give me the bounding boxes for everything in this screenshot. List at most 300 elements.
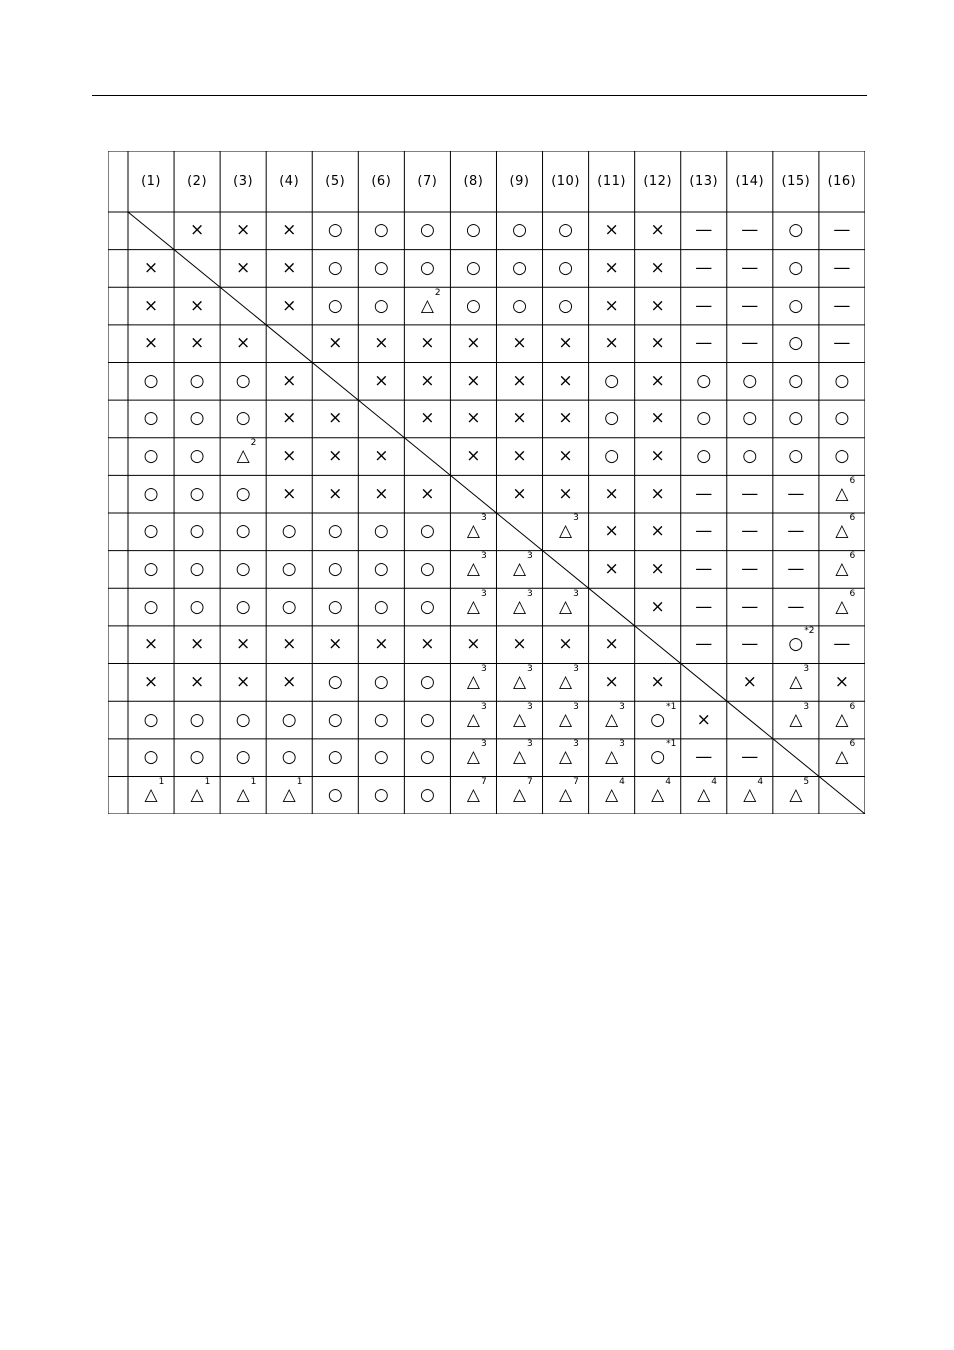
- circle-mark: ○: [788, 370, 804, 391]
- circle-mark: ○: [189, 709, 205, 730]
- table-cell: [496, 475, 542, 513]
- cross-mark: ×: [558, 408, 573, 429]
- table-cell: [358, 776, 404, 814]
- triangle-mark: △ 3: [789, 663, 810, 692]
- table-cell: [404, 701, 450, 739]
- table-cell: [589, 250, 635, 288]
- table-cell: [128, 363, 174, 401]
- table-cell: [450, 438, 496, 476]
- triangle-mark: △ 7: [512, 776, 533, 805]
- cross-mark: ×: [558, 370, 573, 391]
- table-cell: [266, 212, 312, 250]
- table-cell: [312, 287, 358, 325]
- cross-mark: ×: [236, 257, 251, 278]
- table-cell: [819, 438, 865, 476]
- table-cell: [266, 363, 312, 401]
- table-cell: [312, 212, 358, 250]
- table-cell: [128, 250, 174, 288]
- table-cell: [174, 739, 220, 777]
- table-cell: [681, 287, 727, 325]
- dash-mark: —: [787, 521, 805, 542]
- table-cell: [404, 664, 450, 702]
- circle-mark: ○: [189, 521, 205, 542]
- cross-mark: ×: [604, 220, 619, 241]
- circle-mark: ○: [558, 257, 573, 278]
- table-cell: [128, 664, 174, 702]
- table-cell: [220, 400, 266, 438]
- table-cell: [681, 438, 727, 476]
- table-cell: [450, 626, 496, 664]
- table-cell: [727, 513, 773, 551]
- table-cell: [589, 664, 635, 702]
- triangle-mark: △ 3: [605, 739, 625, 768]
- circle-mark: ○: [373, 558, 389, 579]
- table-cell: [635, 325, 681, 363]
- footnote-ref: 3: [527, 663, 533, 674]
- triangle-mark: △ 5: [789, 776, 810, 805]
- table-cell: [635, 438, 681, 476]
- circle-mark: ○: [373, 220, 389, 241]
- table-cell: [358, 475, 404, 513]
- cross-mark: ×: [282, 370, 297, 391]
- cross-mark: ×: [650, 408, 665, 429]
- cross-mark: ×: [189, 634, 205, 655]
- table-cell: [635, 551, 681, 589]
- table-cell: [543, 250, 589, 288]
- footnote-ref: 6: [849, 513, 856, 524]
- cross-mark: ×: [604, 521, 619, 542]
- circle-mark: ○: [834, 370, 850, 391]
- circle-mark: ○: [834, 408, 850, 429]
- table-cell: [727, 250, 773, 288]
- circle-mark: ○ *2: [788, 626, 815, 655]
- table-cell: [266, 701, 312, 739]
- table-cell: [358, 287, 404, 325]
- table-cell: [128, 475, 174, 513]
- compatibility-table: [108, 151, 865, 814]
- table-cell: [174, 287, 220, 325]
- table-cell: [266, 400, 312, 438]
- table-cell: [589, 363, 635, 401]
- circle-mark: ○: [373, 596, 389, 617]
- circle-mark: ○: [604, 408, 620, 429]
- cross-mark: ×: [143, 333, 159, 354]
- table-cell: [589, 400, 635, 438]
- triangle-mark: △ 7: [559, 776, 579, 805]
- table-cell: [496, 400, 542, 438]
- cross-mark: ×: [143, 634, 159, 655]
- table-cell: [220, 363, 266, 401]
- dash-mark: —: [833, 220, 851, 241]
- cross-mark: ×: [420, 408, 435, 429]
- table-cell: [404, 513, 450, 551]
- table-cell: [450, 551, 496, 589]
- table-cell: [773, 325, 819, 363]
- table-cell: [496, 588, 542, 626]
- table-cell: [496, 212, 542, 250]
- table-cell: [450, 212, 496, 250]
- table-cell: [773, 626, 819, 664]
- table-cell: [727, 363, 773, 401]
- cross-mark: ×: [512, 408, 527, 429]
- triangle-mark: △ 1: [144, 776, 165, 805]
- table-cell: [589, 513, 635, 551]
- dash-mark: —: [741, 521, 759, 542]
- table-cell: [404, 551, 450, 589]
- footnote-ref: 3: [573, 739, 579, 750]
- cross-mark: ×: [282, 220, 297, 241]
- column-header: (1): [141, 174, 161, 189]
- cross-mark: ×: [420, 333, 435, 354]
- cross-mark: ×: [512, 370, 527, 391]
- table-cell: [174, 400, 220, 438]
- circle-mark: ○: [419, 709, 435, 730]
- dash-mark: —: [695, 257, 713, 278]
- table-cell: [174, 475, 220, 513]
- cross-mark: ×: [650, 370, 665, 391]
- table-cell: [819, 739, 865, 777]
- table-cell: [543, 438, 589, 476]
- cross-mark: ×: [282, 446, 297, 467]
- footnote-ref: 4: [757, 776, 764, 787]
- table-cell: [773, 400, 819, 438]
- table-cell: [773, 664, 819, 702]
- circle-mark: ○: [281, 747, 297, 768]
- table-cell: [358, 739, 404, 777]
- cross-mark: ×: [328, 446, 343, 467]
- cross-mark: ×: [650, 558, 665, 579]
- column-header: (13): [689, 174, 719, 189]
- table-cell: [220, 588, 266, 626]
- table-cell: [819, 626, 865, 664]
- table-cell: [589, 438, 635, 476]
- footnote-ref: 3: [803, 663, 810, 674]
- cross-mark: ×: [466, 370, 481, 391]
- table-cell: [266, 739, 312, 777]
- table-cell: [312, 701, 358, 739]
- table-cell: [266, 438, 312, 476]
- triangle-mark: △ 1: [236, 776, 257, 805]
- table-cell: [174, 776, 220, 814]
- dash-mark: —: [695, 521, 713, 542]
- cross-mark: ×: [650, 596, 665, 617]
- footnote-ref: 3: [573, 588, 579, 599]
- footnote-ref: 3: [480, 701, 487, 712]
- footnote-ref: 6: [849, 739, 856, 750]
- table-cell: [496, 739, 542, 777]
- dash-mark: —: [787, 483, 805, 504]
- table-cell: [773, 513, 819, 551]
- circle-mark: ○: [327, 558, 343, 579]
- circle-mark: ○: [189, 747, 205, 768]
- table-cell: [681, 250, 727, 288]
- table-cell: [128, 325, 174, 363]
- table-cell: [773, 551, 819, 589]
- footnote-ref: *1: [666, 739, 677, 750]
- circle-mark: ○: [143, 709, 159, 730]
- circle-mark: ○ *1: [650, 701, 677, 730]
- circle-mark: ○: [466, 220, 481, 241]
- cross-mark: ×: [189, 671, 205, 692]
- table-cell: [404, 588, 450, 626]
- footnote-ref: 3: [480, 513, 487, 524]
- circle-mark: ○: [742, 446, 758, 467]
- cross-mark: ×: [650, 333, 665, 354]
- footnote-ref: 3: [573, 513, 579, 524]
- cross-mark: ×: [466, 446, 481, 467]
- dash-mark: —: [833, 295, 851, 316]
- table-cell: [543, 400, 589, 438]
- circle-mark: ○: [512, 220, 527, 241]
- circle-mark: ○: [281, 521, 297, 542]
- table-cell: [174, 588, 220, 626]
- table-cell: [589, 739, 635, 777]
- circle-mark: ○: [143, 408, 159, 429]
- table-cell: [404, 363, 450, 401]
- table-cell: [450, 739, 496, 777]
- cross-mark: ×: [282, 257, 297, 278]
- column-header: (6): [371, 174, 392, 189]
- cross-mark: ×: [558, 333, 573, 354]
- table-cell: [727, 551, 773, 589]
- triangle-mark: △ 3: [559, 701, 579, 730]
- table-cell: [220, 776, 266, 814]
- footnote-ref: 3: [480, 588, 487, 599]
- table-cell: [220, 551, 266, 589]
- cross-mark: ×: [834, 671, 850, 692]
- triangle-mark: △ 6: [835, 588, 856, 617]
- table-cell: [312, 588, 358, 626]
- table-cell: [174, 363, 220, 401]
- cross-mark: ×: [328, 634, 343, 655]
- circle-mark: ○: [327, 671, 343, 692]
- circle-mark: ○: [696, 370, 712, 391]
- dash-mark: —: [833, 634, 851, 655]
- triangle-mark: △ 6: [835, 739, 856, 768]
- circle-mark: ○: [327, 257, 343, 278]
- table-cell: [220, 626, 266, 664]
- table-cell: [681, 513, 727, 551]
- table-cell: [819, 287, 865, 325]
- table-cell: [819, 212, 865, 250]
- circle-mark: ○: [419, 220, 435, 241]
- cross-mark: ×: [558, 446, 573, 467]
- table-cell: [496, 438, 542, 476]
- table-cell: [312, 626, 358, 664]
- dash-mark: —: [741, 257, 759, 278]
- dash-mark: —: [741, 220, 759, 241]
- table-cell: [174, 701, 220, 739]
- table-cell: [819, 475, 865, 513]
- table-cell: [727, 739, 773, 777]
- cross-mark: ×: [604, 333, 619, 354]
- circle-mark: ○: [788, 408, 804, 429]
- table-cell: [312, 250, 358, 288]
- table-cell: [681, 626, 727, 664]
- circle-mark: ○: [327, 784, 343, 805]
- table-cell: [220, 664, 266, 702]
- table-cell: [312, 776, 358, 814]
- circle-mark: ○: [281, 558, 297, 579]
- cross-mark: ×: [374, 446, 389, 467]
- table-cell: [404, 325, 450, 363]
- triangle-mark: △ 3: [466, 513, 487, 542]
- circle-mark: ○: [512, 257, 527, 278]
- cross-mark: ×: [466, 634, 481, 655]
- circle-mark: ○: [373, 521, 389, 542]
- table-cell: [266, 776, 312, 814]
- triangle-mark: △ 6: [835, 701, 856, 730]
- dash-mark: —: [741, 596, 759, 617]
- dash-mark: —: [741, 634, 759, 655]
- cross-mark: ×: [742, 671, 757, 692]
- cross-mark: ×: [328, 483, 343, 504]
- table-cell: [128, 701, 174, 739]
- circle-mark: ○: [788, 220, 804, 241]
- circle-mark: ○: [235, 747, 251, 768]
- table-cell: [681, 475, 727, 513]
- circle-mark: ○: [419, 521, 435, 542]
- table-cell: [220, 701, 266, 739]
- circle-mark: ○: [419, 671, 435, 692]
- circle-mark: ○: [281, 596, 297, 617]
- table-cell: [266, 626, 312, 664]
- table-cell: [496, 287, 542, 325]
- column-header: (14): [735, 174, 765, 189]
- table-cell: [220, 475, 266, 513]
- circle-mark: ○: [327, 709, 343, 730]
- table-cell: [404, 212, 450, 250]
- dash-mark: —: [695, 596, 713, 617]
- cross-mark: ×: [512, 333, 527, 354]
- cross-mark: ×: [466, 408, 481, 429]
- table-cell: [589, 551, 635, 589]
- circle-mark: ○: [558, 220, 573, 241]
- circle-mark: ○: [143, 596, 159, 617]
- table-cell: [635, 664, 681, 702]
- footnote-ref: 3: [527, 550, 533, 561]
- table-cell: [727, 626, 773, 664]
- table-cell: [128, 739, 174, 777]
- table-cell: [404, 776, 450, 814]
- triangle-mark: △ 4: [743, 776, 764, 805]
- cross-mark: ×: [143, 257, 159, 278]
- cross-mark: ×: [466, 333, 481, 354]
- circle-mark: ○: [235, 408, 251, 429]
- column-header: (16): [827, 174, 857, 189]
- circle-mark: ○: [696, 446, 712, 467]
- footnote-ref: 3: [803, 701, 810, 712]
- dash-mark: —: [695, 634, 713, 655]
- table-cell: [266, 287, 312, 325]
- table-cell: [358, 325, 404, 363]
- dash-mark: —: [695, 333, 713, 354]
- circle-mark: ○: [143, 370, 159, 391]
- table-cell: [128, 551, 174, 589]
- footnote-ref: 7: [527, 776, 533, 787]
- circle-mark: ○: [373, 709, 389, 730]
- table-cell: [266, 475, 312, 513]
- cross-mark: ×: [512, 446, 527, 467]
- table-cell: [819, 551, 865, 589]
- table-cell: [543, 776, 589, 814]
- cross-mark: ×: [420, 483, 435, 504]
- table-cell: [220, 212, 266, 250]
- column-header: (8): [463, 174, 484, 189]
- table-cell: [773, 363, 819, 401]
- table-cell: [220, 325, 266, 363]
- table-cell: [635, 363, 681, 401]
- table-cell: [681, 551, 727, 589]
- circle-mark: ○: [235, 709, 251, 730]
- table-cell: [312, 325, 358, 363]
- table-cell: [358, 250, 404, 288]
- triangle-mark: △ 3: [466, 739, 487, 768]
- table-cell: [589, 287, 635, 325]
- footnote-ref: 6: [849, 588, 856, 599]
- table-cell: [450, 776, 496, 814]
- table-cell: [358, 588, 404, 626]
- cross-mark: ×: [189, 220, 205, 241]
- table-cell: [220, 438, 266, 476]
- table-cell: [312, 551, 358, 589]
- footnote-ref: 2: [434, 287, 441, 298]
- dash-mark: —: [833, 333, 851, 354]
- circle-mark: ○: [189, 558, 205, 579]
- footnote-ref: 3: [480, 663, 487, 674]
- circle-mark: ○: [419, 558, 435, 579]
- table-cell: [312, 664, 358, 702]
- table-cell: [773, 250, 819, 288]
- circle-mark: ○: [419, 747, 435, 768]
- circle-mark: ○: [419, 784, 435, 805]
- table-cell: [635, 400, 681, 438]
- footnote-ref: 1: [204, 776, 211, 787]
- triangle-mark: △ 3: [559, 513, 579, 542]
- cross-mark: ×: [650, 220, 665, 241]
- cross-mark: ×: [650, 295, 665, 316]
- table-cell: [174, 664, 220, 702]
- table-cell: [727, 212, 773, 250]
- column-header: (3): [233, 174, 254, 189]
- circle-mark: ○: [235, 483, 251, 504]
- dash-mark: —: [695, 747, 713, 768]
- circle-mark: ○: [235, 596, 251, 617]
- triangle-mark: △ 7: [466, 776, 487, 805]
- cross-mark: ×: [558, 483, 573, 504]
- table-cell: [128, 626, 174, 664]
- column-header: (15): [781, 174, 811, 189]
- table-cell: [496, 325, 542, 363]
- table-cell: [266, 664, 312, 702]
- triangle-mark: △ 2: [420, 287, 441, 316]
- cross-mark: ×: [420, 634, 435, 655]
- footnote-ref: 1: [158, 776, 165, 787]
- table-cell: [727, 325, 773, 363]
- circle-mark: ○: [327, 220, 343, 241]
- circle-mark: ○: [604, 446, 620, 467]
- table-cell: [681, 400, 727, 438]
- triangle-mark: △ 4: [651, 776, 671, 805]
- footnote-ref: 3: [573, 701, 579, 712]
- table-cell: [404, 626, 450, 664]
- cross-mark: ×: [604, 671, 619, 692]
- footnote-ref: 3: [573, 663, 579, 674]
- table-cell: [174, 626, 220, 664]
- table-cell: [543, 701, 589, 739]
- circle-mark: ○: [143, 558, 159, 579]
- table-cell: [358, 551, 404, 589]
